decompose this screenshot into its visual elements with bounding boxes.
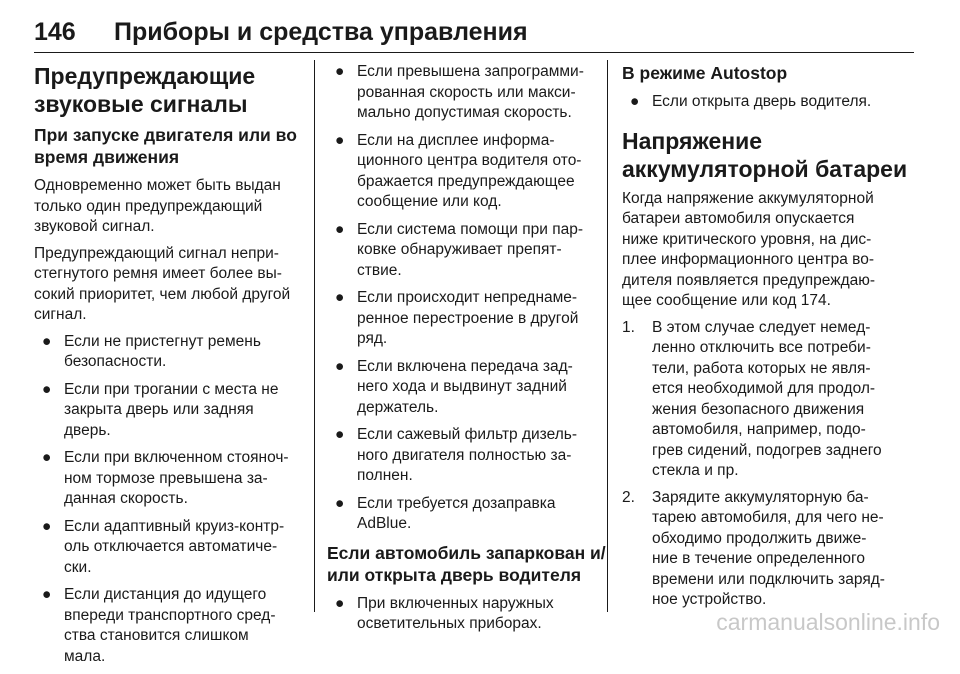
step-number: 2. (622, 488, 635, 506)
paragraph-one-chime: Одновременно может быть выдан только один предупреждающий звуковой сигнал. (34, 177, 281, 235)
page-header (34, 18, 914, 52)
bullet-icon: ● (335, 289, 345, 306)
list-item: ● Если открыта дверь водителя. (622, 92, 890, 113)
list-item: ● Если сажевый фильтр дизель- ного двигателя полностью за- полнен. (335, 426, 577, 484)
list-item: ● Если адаптивный круиз-контр- оль отключается автоматиче- ски. (42, 517, 285, 576)
bullet-icon: ● (42, 449, 52, 466)
list-item: ● Если происходит непреднаме- ренное перестроение в другой ряд. (335, 289, 579, 347)
battery-steps (622, 318, 890, 611)
engine-start-subheading: При запуске двигателя или во время движения (34, 125, 297, 167)
parked-subheading: Если автомобиль запаркован и/ или открыта дверь водителя (327, 542, 606, 585)
col2-bullet-list (327, 62, 597, 535)
list-item: 1. В этом случае следует немед- ленно отключить все потреби- тели, работа которых не явля- ется необходимой для продол- жения безопасного движения автомобиля, например, подо- грев сидений, подогрев заднего стекла и пр. (622, 318, 882, 479)
list-item: ● Если не пристегнут ремень безопасности. (42, 332, 261, 370)
autostop-subheading: В режиме Autostop (622, 63, 788, 83)
bullet-icon: ● (42, 517, 52, 535)
column-2 (327, 62, 606, 642)
list-item: ● Если при трогании с места не закрыта дверь или задняя дверь. (42, 380, 279, 439)
bullet-icon: ● (630, 93, 640, 110)
column-divider-1 (314, 60, 315, 612)
list-item: 2. Зарядите аккумуляторную ба- тарею автомобиля, для чего не- обходимо продолжить движе- ние в течение определенного времени или подключить заряд- ное устройство. (622, 488, 885, 608)
bullet-icon: ● (335, 131, 345, 149)
list-item: ● Если система помощи при пар- ковке обнаруживает препят- ствие. (335, 220, 583, 279)
list-item: ● Если превышена запрограмми- рованная скорость или макси- мально допустимая скорость. (335, 63, 584, 121)
list-item: ● Если включена передача зад- него хода и выдвинут задний держатель. (335, 357, 573, 416)
paragraph-seatbelt-priority: Предупреждающий сигнал непри- стегнутого ремня имеет более вы- сокий приоритет, чем любой другой сигнал. (34, 244, 291, 323)
watermark: carmanualsonline.info (716, 609, 940, 635)
step-number: 1. (622, 318, 635, 336)
column-divider-2 (607, 60, 608, 612)
bullet-icon: ● (335, 426, 345, 443)
bullet-icon: ● (42, 586, 52, 603)
list-item: ● Если на дисплее информа- ционного центра водителя ото- бражается предупреждающее сообщение или код. (335, 131, 582, 210)
bullet-icon: ● (335, 357, 345, 375)
list-item: ● Если требуется дозаправка AdBlue. (335, 494, 556, 532)
warning-chimes-heading: Предупреждающие звуковые сигналы (34, 63, 256, 117)
page-title: Приборы и средства управления (114, 18, 528, 46)
list-item: ● Если дистанция до идущего впереди транспортного сред- ства становится слишком мала. (42, 586, 276, 665)
battery-voltage-heading: Напряжение аккумуляторной батареи (622, 127, 908, 182)
list-item: ● Если при включенном стояноч- ном тормозе превышена за- данная скорость. (42, 449, 289, 507)
page-number: 146 (34, 18, 76, 46)
list-item: ● При включенных наружных осветительных приборах. (335, 594, 554, 632)
bullet-icon: ● (335, 494, 345, 512)
bullet-icon: ● (335, 63, 345, 80)
bullet-icon: ● (335, 220, 345, 238)
column-3 (622, 62, 908, 617)
col3-bullet-list (622, 92, 890, 113)
bullet-icon: ● (42, 332, 52, 350)
col1-bullet-list (34, 332, 302, 668)
column-1 (34, 62, 302, 674)
header-rule (34, 52, 914, 53)
battery-paragraph: Когда напряжение аккумуляторной батареи автомобиля опускается ниже критического уровня, на дис- плее информационного центра во- дителя появляется предупреждаю- щее сообщение или код 174. (622, 189, 876, 309)
bullet-icon: ● (42, 380, 52, 398)
bullet-icon: ● (335, 594, 345, 612)
col2-bullet-list-2 (327, 594, 597, 635)
